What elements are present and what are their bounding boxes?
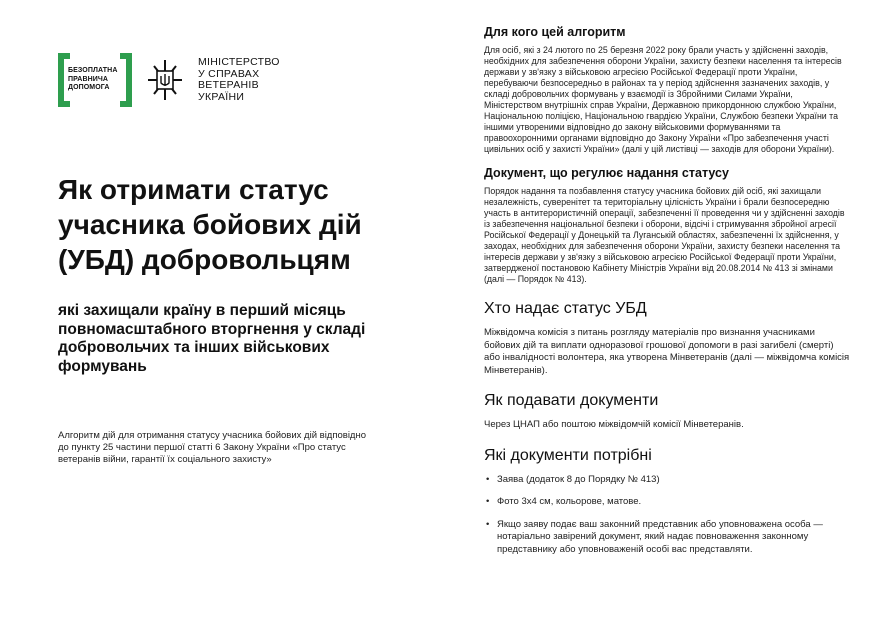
list-item: • Якщо заяву подає ваш законний представник або уповноважена особа — нотаріально завірений документ, який надає повноваження законному представнику або уповноваженій особі вас представляти.: [484, 519, 852, 557]
for-whom-heading: Для кого цей алгоритм: [484, 25, 626, 39]
section-who-grants: [484, 299, 852, 377]
who-grants-heading: Хто надає статус УБД: [484, 300, 647, 317]
section-for-whom: [484, 24, 852, 155]
page-subtitle: які захищали країну в перший місяць повномасштабного вторгнення у складі добровольчих та інших військових формувань: [58, 302, 366, 375]
section-how-submit: [484, 391, 852, 432]
list-item: • Фото 3х4 см, кольорове, матове.: [484, 496, 852, 509]
ministry-name: МІНІСТЕРСТВО У СПРАВАХ ВЕТЕРАНІВ УКРАЇНИ: [198, 56, 280, 103]
who-grants-text: Міжвідомча комісія з питань розгляду матеріалів про визнання учасниками бойових дій та виплати одноразової грошової допомоги в разі загибелі (смерті) або інвалідності волонтера, яка утворена Мінветеранів (далі — міжвідомча комісія Мінветеранів).: [484, 327, 850, 376]
algorithm-note: Алгоритм дій для отримання статусу учасника бойових дій відповідно до пункту 25 частини першої статті 6 Закону України «Про статус ветеранів війни, гарантії їх соціального захисту»: [58, 430, 367, 465]
documents-heading: Які документи потрібні: [484, 446, 652, 464]
logo-area: [58, 52, 398, 108]
logo-bracket-right: [120, 53, 132, 107]
section-regulation: [484, 165, 852, 285]
free-legal-aid-logo: [58, 53, 132, 107]
ministry-emblem-icon: [146, 58, 184, 102]
how-submit-heading: Як подавати документи: [484, 392, 659, 409]
page-title: Як отримати статус учасника бойових дій (УБД) добровольцям: [58, 174, 362, 275]
list-item: • Заява (додаток 8 до Порядку № 413): [484, 474, 852, 487]
section-documents: [484, 446, 852, 557]
regulation-text: Порядок надання та позбавлення статусу учасника бойових дій осіб, які захищали незалежність, суверенітет та територіальну цілісність України і брали безпосередню участь в антитерористичній операції, забезпеченні її проведення чи у здійсненні заходів із забезпечення національної безпеки і оборони, відсічі і стримування збройної агресії Російської Федерації у Донецькій та Луганській областях, забезпеченні їх здійснення, у заходах, необхідних для забезпечення оборони України, захисту безпеки населення та інтересів держави у зв'язку з військовою агресією Російської Федерації проти України, затвердженої постановою Кабінету Міністрів України від 20.08.2014 № 413 зі змінами (далі — Порядок № 413).: [484, 186, 845, 284]
for-whom-text: Для осіб, які з 24 лютого по 25 березня 2022 року брали участь у здійсненні заходів, необхідних для забезпечення оборони України, захисту безпеки населення та інтересів держави у зв'язку з військовою агресією Російської Федерації проти України, перебуваючи безпосередньо в районах та у період здійснення зазначених заходів, у складі добровольчих формувань у взаємодії із Збройними Силами України, Міністерством внутрішніх справ України, Державною прикордонною службою України, Національною поліцією, Національною гвардією України, Службою безпеки України та іншими утвореними відповідно до закону військовими формуваннями та правоохоронними органами відповідно до Закону України «Про забезпечення участі цивільних осіб у захисті України» (далі у цій листівці — заходів для оборони України).: [484, 45, 842, 154]
content-column: [484, 24, 852, 566]
how-submit-text: Через ЦНАП або поштою міжвідомчій комісії Мінветеранів.: [484, 419, 744, 430]
regulation-heading: Документ, що регулює надання статусу: [484, 166, 729, 180]
free-legal-aid-logo-text: БЕЗОПЛАТНА ПРАВНИЧА ДОПОМОГА: [68, 67, 118, 91]
documents-list: [484, 474, 852, 557]
logos-row: [58, 52, 398, 108]
